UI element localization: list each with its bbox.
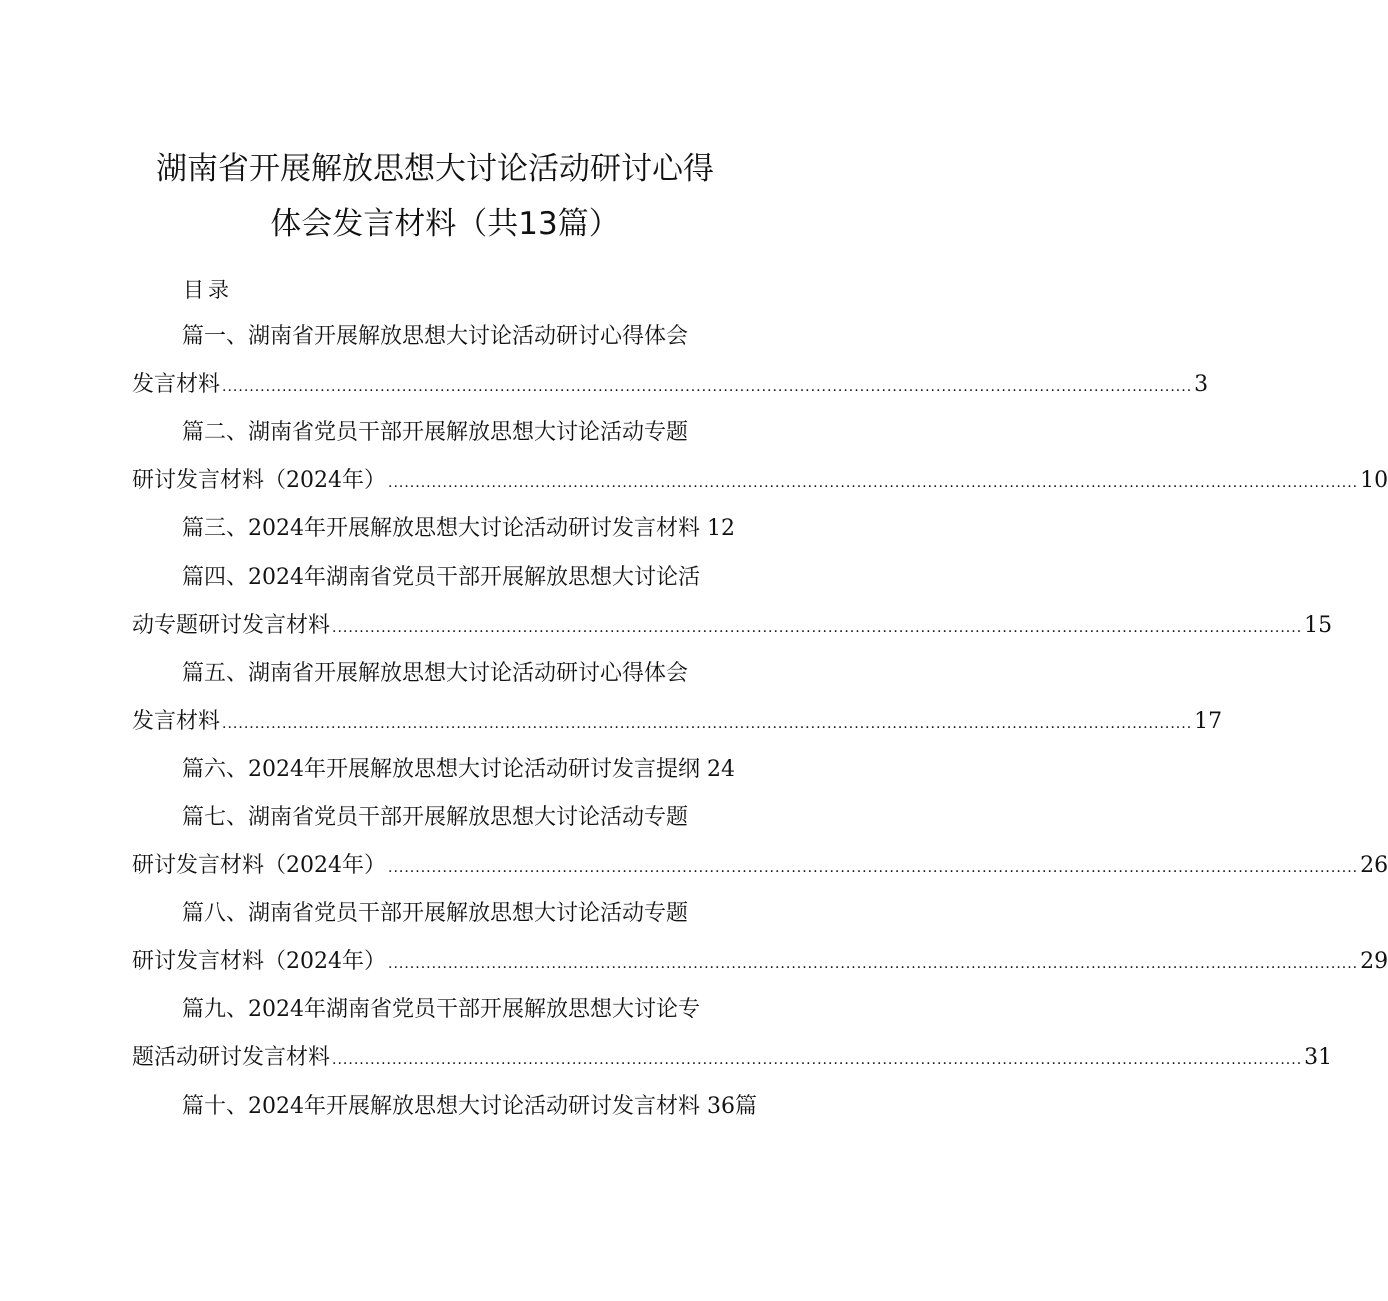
toc-entry-10[interactable]: 篇十、2024年开展解放思想大讨论活动研讨发言材料 36篇 [182,1094,757,1119]
toc-heading: 目录 [183,278,233,302]
toc-entry-2-line-1[interactable]: 篇二、湖南省党员干部开展解放思想大讨论活动专题 [182,420,689,445]
dot-leader: .................................................................................................................................................................................. [388,475,1359,491]
toc-entry-8-line-1[interactable]: 篇八、湖南省党员干部开展解放思想大讨论活动专题 [182,901,689,926]
toc-page-number: 29 [1360,949,1388,974]
dot-leader: .................................................................................................................................................................................. [222,716,1193,732]
toc-entry-7-line-2[interactable] [132,851,1388,881]
toc-entry-text: 研讨发言材料（2024年） [132,949,386,974]
document-title-line-1: 湖南省开展解放思想大讨论活动研讨心得 [156,151,714,187]
toc-entry-text: 题活动研讨发言材料 [132,1045,331,1070]
toc-entry-text: 发言材料 [132,709,221,734]
toc-page-number: 3 [1194,372,1209,397]
toc-entry-text: 研讨发言材料（2024年） [132,468,386,493]
toc-entry-text: 动专题研讨发言材料 [132,613,331,638]
toc-page-number: 31 [1304,1045,1333,1070]
toc-entry-1-line-2[interactable] [132,370,1209,400]
toc-entry-9-line-1[interactable]: 篇九、2024年湖南省党员干部开展解放思想大讨论专 [182,997,700,1022]
dot-leader: .................................................................................................................................................................................. [332,1052,1303,1068]
toc-entry-1-line-1[interactable]: 篇一、湖南省开展解放思想大讨论活动研讨心得体会 [182,324,689,349]
toc-page-number: 15 [1304,613,1333,638]
toc-entry-2-line-2[interactable] [132,466,1388,496]
toc-entry-5-line-2[interactable] [132,707,1223,737]
toc-entry-4-line-1[interactable]: 篇四、2024年湖南省党员干部开展解放思想大讨论活 [182,565,700,590]
toc-entry-text: 研讨发言材料（2024年） [132,853,386,878]
document-title-line-2: 体会发言材料（共13篇） [270,206,620,242]
toc-entry-6[interactable]: 篇六、2024年开展解放思想大讨论活动研讨发言提纲 24 [182,757,735,782]
toc-page-number: 10 [1360,468,1388,493]
toc-entry-7-line-1[interactable]: 篇七、湖南省党员干部开展解放思想大讨论活动专题 [182,805,689,830]
dot-leader: .................................................................................................................................................................................. [222,379,1193,395]
toc-entry-4-line-2[interactable] [132,611,1333,641]
toc-page-number: 26 [1360,853,1388,878]
toc-entry-5-line-1[interactable]: 篇五、湖南省开展解放思想大讨论活动研讨心得体会 [182,661,689,686]
dot-leader: .................................................................................................................................................................................. [388,860,1359,876]
dot-leader: .................................................................................................................................................................................. [388,956,1359,972]
toc-entry-9-line-2[interactable] [132,1043,1333,1073]
toc-entry-text: 发言材料 [132,372,221,397]
toc-entry-3[interactable]: 篇三、2024年开展解放思想大讨论活动研讨发言材料 12 [182,516,735,541]
dot-leader: .................................................................................................................................................................................. [332,620,1303,636]
toc-entry-8-line-2[interactable] [132,947,1388,977]
toc-page-number: 17 [1194,709,1223,734]
